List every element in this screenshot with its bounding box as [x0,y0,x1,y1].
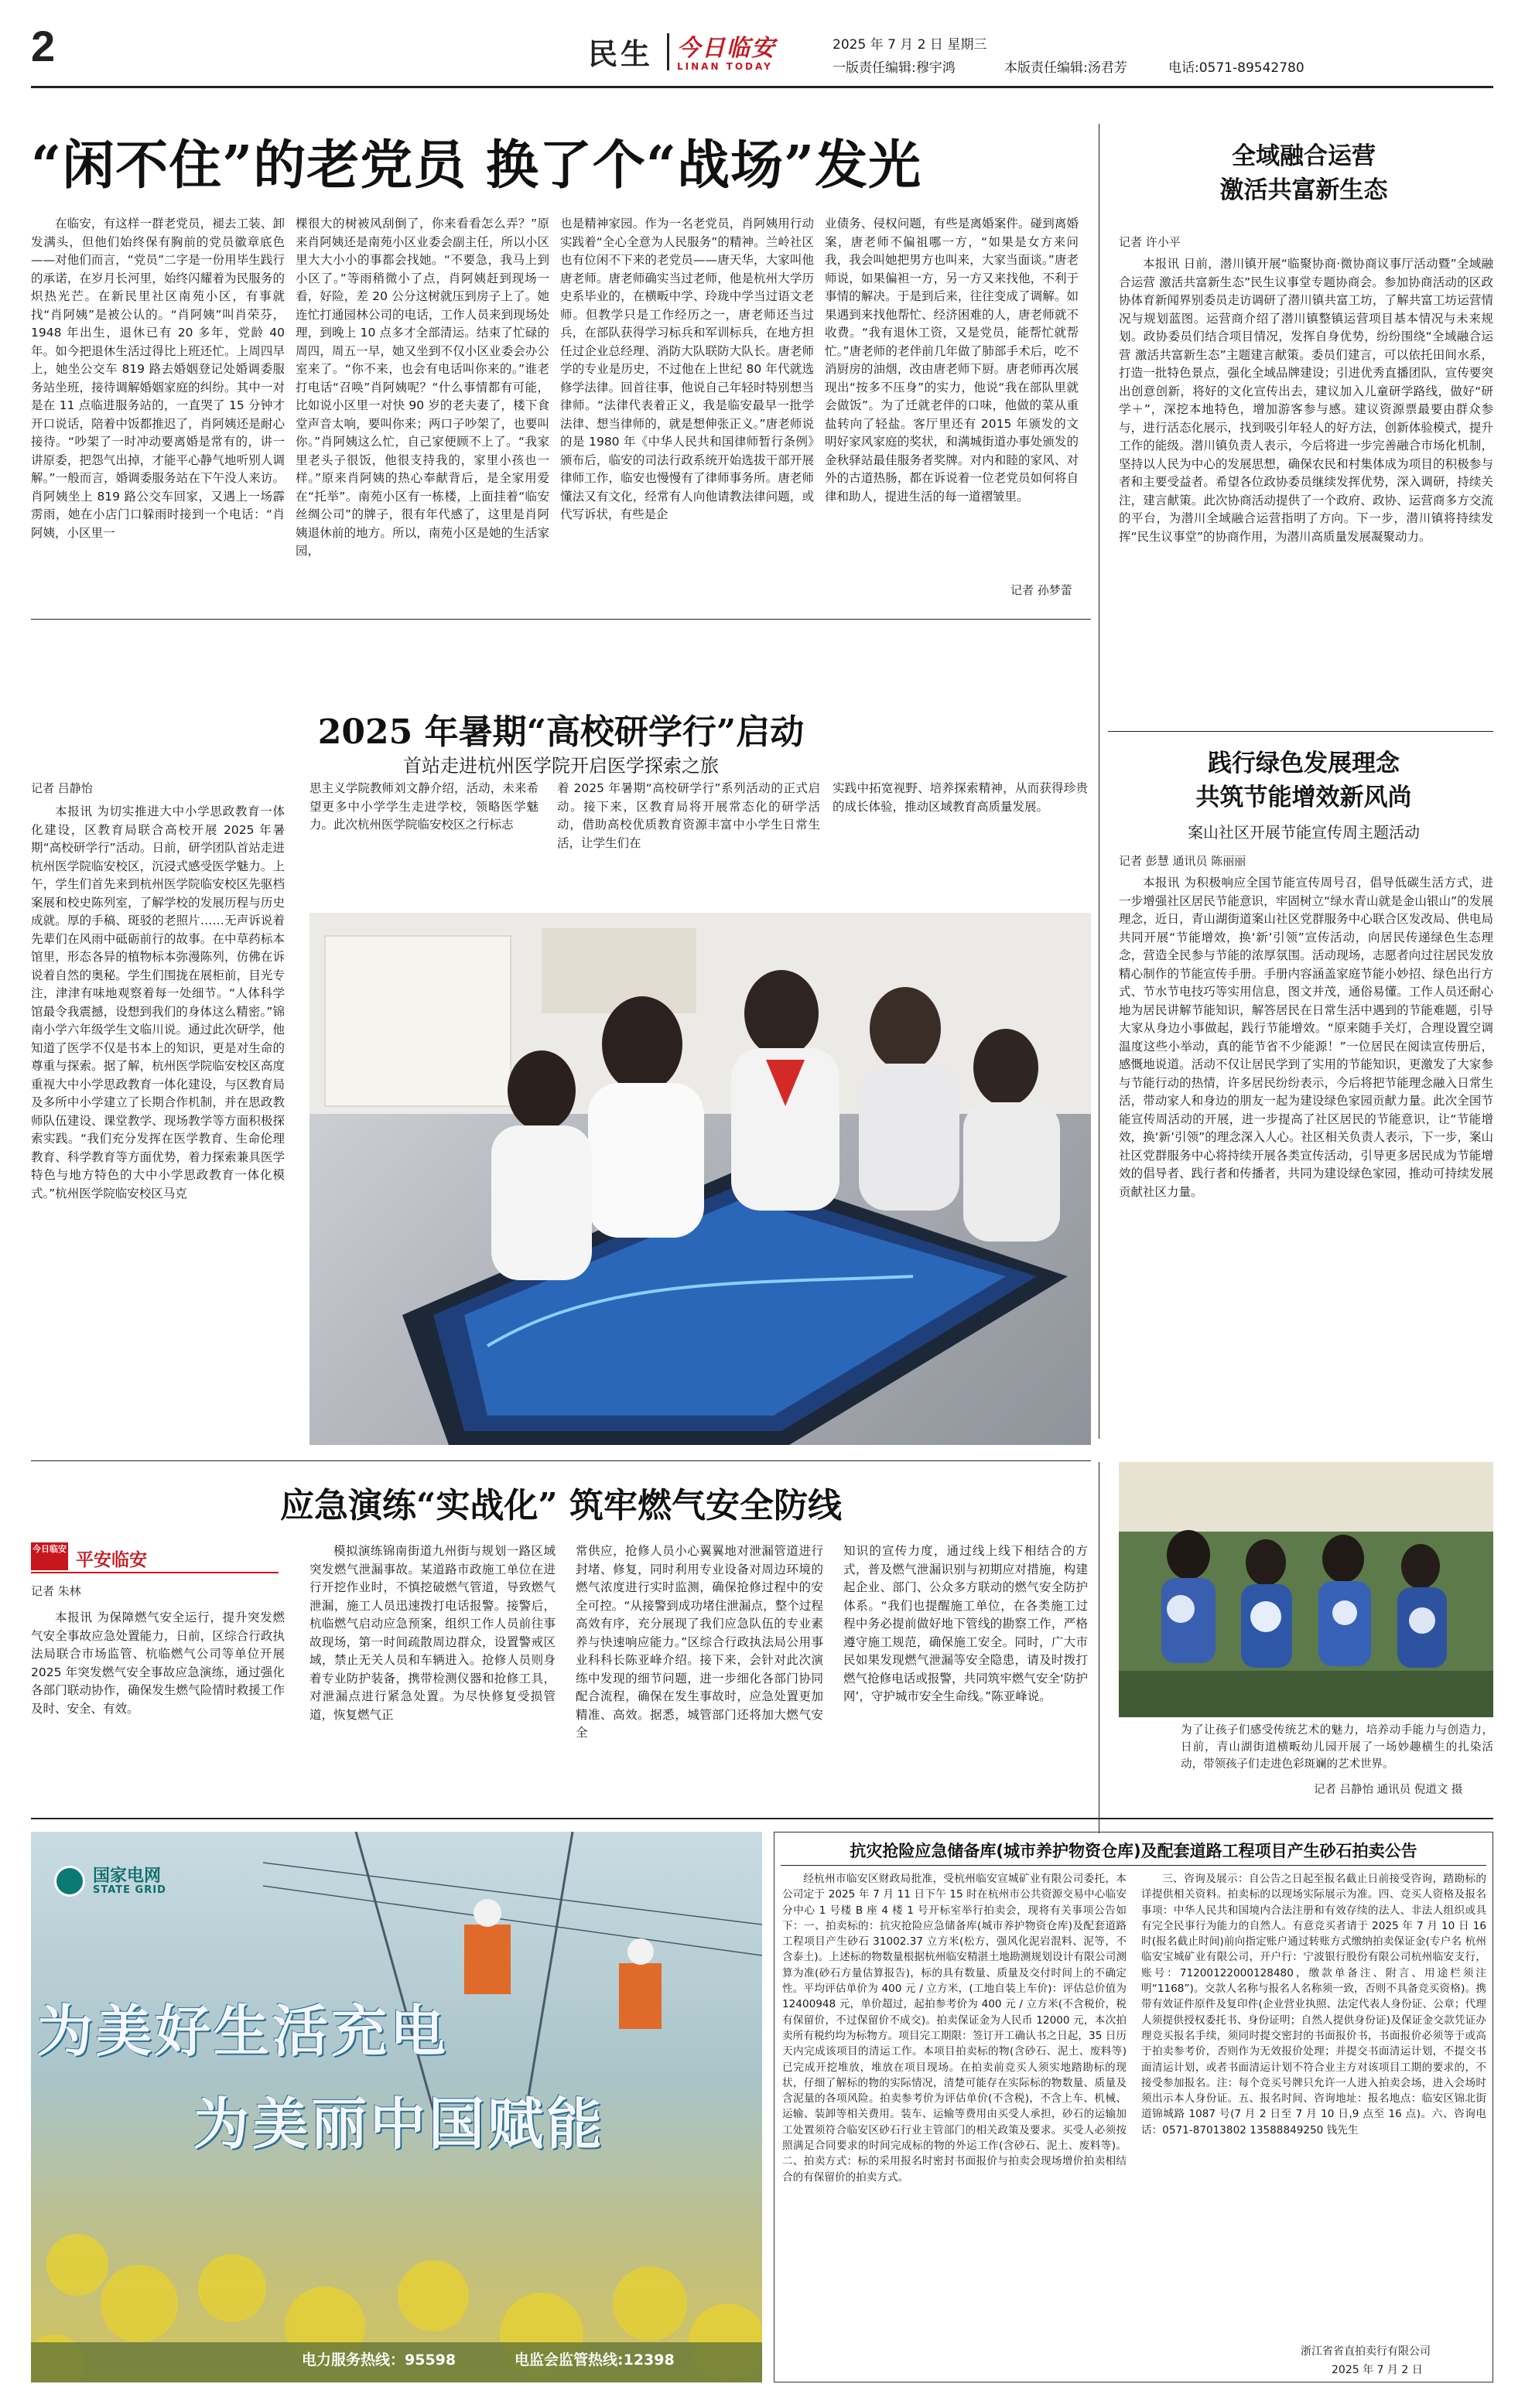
photo-students-exhibit [309,913,1091,1445]
story5-col2-text: 模拟演练锦南街道九州街与规划一路区域突发燃气泄漏事故。某道路市政施工单位在进行开挖作业时，不慎挖破燃气管道，导致燃气泄漏，施工人员迅速拨打电话报警。接警后，杭临燃气启动应急预案，组织工作人员前往事故现场，第一时间疏散周边群众，设置警戒区域，禁止无关人员和车辆进入。抢修人员则身着专业防护装备，携带检测仪器和抢修工具，对泄漏点进行紧急处置。为尽快修复受损管道，恢复燃气正 [309,1544,556,1722]
story4-byline: 记者 彭慧 通讯员 陈丽丽 [1119,854,1246,868]
auction-notice-title: 抗灾抢险应急储备库(城市养护物资仓库)及配套道路工程项目产生砂石拍卖公告 [850,1842,1417,1860]
auction-notice-rule [781,1865,1486,1866]
story3-subhead: 首站走进杭州医学院开启医学探索之旅 [403,755,719,777]
masthead-divider [667,33,669,70]
column-tag-label: 平安临安 [76,1550,147,1570]
story4-body [1119,874,1493,1447]
paper-logo [677,29,776,72]
story2-byline: 记者 许小平 [1119,235,1181,249]
story1-headline: “闲不住”的老党员 换了个“战场”发光 [31,135,922,196]
ad-hotline-1: 电力服务热线：95598 [302,2352,456,2369]
ad-slogan-1: 为美好生活充电 [37,1998,450,2064]
story1-col2-text: 棵很大的树被风刮倒了，你来看看怎么弄？”原来肖阿姨还是南苑小区业委会副主任，所以小区里大大小小的事都会找她。“不要急，我马上到小区了。”等雨稍微小了点，肖阿姨赶到现场一看，好险，差 20 公分这树就压到房子上了。她连忙打通园林公司的电话，工作人员来到现场处理，到晚上 10 点多才全部清运。结束了忙碌的周四，周五一早，她又坐到不仅小区业委会办公室来了。“你不来，也会有电话叫你来的。”谁老打电话“召唤”肖阿姨呢？“什么事情都有可能，比如说小区里一对快 90 岁的老夫妻了，楼下食堂声音太响，要叫你来；两口子吵架了，也要叫你。”肖阿姨这么忙，自己家便顾不上了。“我家里老头子很饭，他很支持我的，家里小孩也一样。”原来肖阿姨的热心奉献背后，是全家用爱在“托举”。南苑小区有一栋楼，上面挂着“临安丝绸公司”的牌子，很有年代感了，这里是肖阿姨退休前的地方。所以，南苑小区是她的生活家园， [296,217,549,558]
auction-notice-date: 2025 年 7 月 2 日 [1332,2364,1423,2376]
page-number: 2 [31,22,56,70]
column-tag [31,1542,279,1570]
story4-subhead: 案山社区开展节能宣传周主题活动 [1188,823,1420,842]
column-tag-rule [31,1572,279,1573]
photo-tie-dye-caption-text: 为了让孩子们感受传统艺术的魅力，培养动手能力与创造力，日前，青山湖街道横畈幼儿园开展了一场妙趣横生的扎染活动，带领孩子们走进色彩斑斓的艺术世界。 [1181,1724,1493,1771]
paper-logo-en: LINAN TODAY [677,61,773,72]
story5-col4 [843,1542,1088,1833]
story3-top3 [557,780,820,903]
story3-headline: 2025 年暑期“高校研学行”启动 [317,712,805,752]
photo-tie-dye-kids-art [1119,1462,1493,1717]
story5-col3-text: 常供应，抢修人员小心翼翼地对泄漏管道进行封堵、修复，同时利用专业设备对周边环境的燃气浓度进行实时监测，确保抢修过程中的安全可控。“从接警到成功堵住泄漏点，整个过程高效有序，充分展现了我们应急队伍的专业素养与快速响应能力。”区综合行政执法局公用事业科科长陈亚峰介绍。接下来，会针对此次演练中发现的细节问题，进一步细化各部门协同配合流程，确保在发生事故时，应急处置更加精准、高效。据悉，城管部门还将加大燃气安全 [576,1544,823,1740]
story5-col3 [576,1542,823,1833]
auction-notice-col2-text: 三、咨询及展示：自公告之日起至报名截止日前接受咨询，踏勘标的详提供相关资料。拍卖标的以现场实际展示为准。四、竞买人资格及报名事项：中华人民共和国境内合法注册和有效存续的法人、非法人组织或具有完全民事行为能力的自然人。有意竞买者请于 2025 年 7 月 10 日 16 时(报名截止时间)前向指定账户通过转账方式缴纳拍卖保证金(专户名 杭州临安宝城矿业有限公司，开户行：宁波银行股份有限公司杭州临安支行，账号：71200122000128480，缴款单备注、附言、用途栏须注明“1168”)。交款人名称与报名人名称须一致，否则不具备竞买资格)。携带有效证件原件及复印件(企业营业执照、法定代表人身份证、公章；代理人须提供授权委托书、身份证明；自然人提供身份证)及保证金交款凭证办理竞买报名手续，须同时提交密封的书面报价书，书面报价必须等于或高于拍卖参考价，否则作为无效报价处理；并提交书面清运计划，不提交书面清运计划，或者书面清运计划不符合业主方对该项目工期的要求的，不接受参加报名。注：每个竞买号牌只允许一人进入拍卖会场，进入会场时须出示本人身份证。五、报名时间、咨询地址：报名地点：临安区锦北街道锦城路 1087 号(7 月 2 日至 7 月 10 日,9 点至 16 点)。六、咨询电话：0571-87013802 13588849250 钱先生 [1141,1873,1486,2136]
story5-col4-text: 知识的宣传力度，通过线上线下相结合的方式，普及燃气泄漏识别与初期应对措施，构建起企业、部门、公众多方联动的燃气安全防护体系。“我们也提醒施工单位，在各类施工过程中务必提前做好地下管线的勘察工作，严格遵守施工规范，确保施工安全。同时，广大市民如果发现燃气泄漏等安全隐患，请及时拨打燃气抢修电话或报警，共同筑牢燃气安全‘防护网’，守护城市安全生命线。”陈亚峰说。 [843,1544,1088,1703]
story1-col2 [296,215,549,600]
story3-top4 [833,780,1088,903]
section-name: 民生 [588,36,654,71]
auction-notice-col1-text: 经杭州市临安区财政局批准，受杭州临安宣城矿业有限公司委托，本公司定于 2025 年 7 月 11 日下午 15 时在杭州市公共资源交易中心临安分中心 1 号楼 B 座 4 楼 1 号开标室举行拍卖会，现将有关事项公告如下：一、拍卖标的：抗灾抢险应急储备库(城市养护物资仓库)及配套道路工程项目产生砂石 31002.37 立方米(松方，强风化泥岩混料、泥等，不含泰土)。上述标的物数量根据杭州临安精湛土地勘测规划设计有限公司测算为准(砂石方量估算报告)，标的具有数量、质量及交付时间上的不确定性。平均评估单价为 400 元 / 立方米，(工地自装上车价)：评估总价值为 12400948 元，单价超过，起拍参考价为 400 元 / 立方米(不含税价，税有保留价，不过保留价不成交)。拍卖保证金为人民币 12000 元，本次拍卖所有税约均为标物方。项目完工期限：签订开工确认书之日起，35 日历天内完成该项目的清运工作。本项目拍卖标的物(含砂石、泥土、废料等)已完成开挖堆放，堆放在项目现场。在拍卖前竞买人须实地踏勘标的现状，仔细了解标的物的实际情况，清楚可能存在实际标的物数量、质量及含泥量的各项风险。拍卖参考价为评估单价(不含税)，不含上车、机械、运输、装卸等相关费用。装车、运输等费用由买受人承担，砂石的运输加工处置须符合临安区砂石行业主管部门的相关政策及要求。买受人必须按照满足合同要求的时间完成标的物的外运工作(含砂石、泥土、废料等)。二、拍卖方式：标的采用报名时密封书面报价与拍卖会现场增价拍卖相结合的有保留价的拍卖方式。 [782,1873,1127,2184]
story1-col4-text: 业债务、侵权问题，有些是离婚案件。碰到离婚案，唐老师不偏祖哪一方，“如果是女方来问我，我会叫她把男方也叫来，大家当面谈。”唐老师说，如果偏袒一方，另一方又来找他，不利于事情的解决。于是到后来，往往变成了调解。如果遇到来找他帮忙、经济困难的人，唐老师就不收费。“我有退休工资，又是党员，能帮忙就帮忙。”唐老师的老伴前几年做了肺部手术后，吃不消厨房的油烟，改由唐老师下厨。唐老师再次展现出“按多不压身”的实力，他说“我在部队里就会做饭”。为了迁就老伴的口味，他做的菜从重盐转向了轻盐。客厅里还有 2015 年颁发的文明好家风家庭的奖状，和满城街道办事处颁发的金秋驿站最佳服务者奖牌。对内和睦的家风、对外的古道热肠，都在诉说着一位老党员如何将自律和助人，提进生活的每一道褶皱里。 [825,217,1079,504]
story1-col3-text: 也是精神家园。作为一名老党员，肖阿姨用行动实践着“全心全意为人民服务”的精神。兰岭社区也有位闲不下来的老党员——唐天华，大家叫他唐老师。唐老师确实当过老师，他是杭州大学历史系毕业的，在横畈中学、玲珑中学当过语文老师。但教学只是工作经历之一，唐老师还当过兵，在部队获得学习标兵和军训标兵，在地方担任过企业总经理、消防大队联防大队长。唐老师学的专业是历史，不过他在上世纪 80 年代就选修学法律。回首往事，他说自己年轻时特别想当律师。“法律代表着正义，我是临安最早一批学法律、想当律师的，就是想伸张正义。”唐老师说的是 1980 年《中华人民共和国律师暂行条例》颁布后，临安的司法行政系统开始选拔干部开展律师工作，临安也慢慢有了律师事务所。唐老师懂法又有文化，经常有人向他请教法律问题，或代写诉状，有些是企 [560,217,814,521]
story5-col1-text: 本报讯 为保障燃气安全运行，提升突发燃气安全事故应急处置能力，日前，区综合行政执法局联合市场监管、杭临燃气公司等单位开展 2025 年突发燃气安全事故应急演练，通过强化各部门联动协作，确保发生燃气险情时救援工作及时、安全、有效。 [31,1610,285,1716]
state-grid-brand-en: STATE GRID [93,1884,166,1896]
divider-h4 [31,1818,1493,1819]
story1-col4 [825,215,1079,579]
story2-body [1119,255,1493,719]
story4-text: 本报讯 为积极响应全国节能宣传周号召，倡导低碳生活方式，进一步增强社区居民节能意识，牢固树立“绿水青山就是金山银山”的发展理念，近日，青山湖街道案山社区党群服务中心联合区发改局、供电局共同开展“节能增效，换‘新’引领”宣传活动，向居民传递绿色生态理念，营造全民参与节能的浓厚氛围。活动现场，志愿者向过往居民发放精心制作的节能宣传手册。手册内容涵盖家庭节能小妙招、绿色出行方式、节水节电技巧等实用信息，图文并茂，通俗易懂。工作人员还耐心地为居民讲解节能知识，解答居民在日常生活中遇到的节能难题，引导大家从身边小事做起，践行节能增效。“原来随手关灯，合理设置空调温度这些小举动，真的能节省不少能源！”一位居民在阅读宣传册后，感慨地说道。活动不仅让居民学到了实用的节能知识，更激发了大家参与节能行动的热情，许多居民纷纷表示，今后将把节能理念融入日常生活，带动家人和身边的朋友一起为建设绿色家园贡献力量。此次全国节能宣传周活动的开展，进一步提高了社区居民的节能意识，让“节能增效，换‘新’引领”的理念深入人心。社区相关负责人表示，下一步，案山社区党群服务中心将持续开展各类宣传活动，引导更多居民成为节能增效的倡导者、践行者和传播者，共同为建设绿色家园，推动可持续发展贡献社区力量。 [1119,876,1493,1199]
divider-h3 [31,1460,1091,1461]
story3-col1-text: 本报讯 为切实推进大中小学思政教育一体化建设，区教育局联合高校开展 2025 年暑期“高校研学行”活动。日前，研学团队首站走进杭州医学院临安校区，沉浸式感受医学魅力。上午，学生们首先来到杭州医学院临安校区先驱档案展和校史陈列室，了解学校的发展历程与历史成就。厚的手稿、斑驳的老照片……无声诉说着先辈们在风雨中砥砺前行的故事。在中草药标本馆里，形态各异的植物标本弥漫陈列，仿佛在诉说着自然的奥秘。学生们围拢在展柜前，目光专注，津津有味地观察着每一处细节。“人体科学馆最令我震撼，设想到我们的身体这么精密。”锦南小学六年级学生文临川说。通过此次研学，他知道了医学不仅是书本上的知识，更是对生命的尊重与探索。据了解，杭州医学院临安校区高度重视大中小学思政教育一体化建设，与区教育局及多所中小学建立了长期合作机制，并在思政教师队伍建设、课堂教学、现场教学等方面积极探索实践。“我们充分发挥在医学教育、生命伦理教育、科学教育等方面优势，着力探索兼具医学特色与地方特色的大中小学思政教育一体化模式。”杭州医学院临安校区马克 [31,804,285,1201]
masthead [31,22,1493,81]
story1-col1 [31,215,285,600]
story3-top3-text: 着 2025 年暑期“高校研学行”系列活动的正式启动。接下来，区教育局将开展常态化的研学活动，借助高校优质教育资源丰富中小学生日常生活，让学生们在 [557,781,820,850]
ad-hotline-2: 电监会监管热线:12398 [515,2352,675,2369]
story5-byline: 记者 朱林 [31,1584,81,1598]
story1-byline: 记者 孙梦蕾 [1010,583,1072,597]
photo-tie-dye-caption [1181,1722,1493,1778]
divider-h1 [31,619,1091,620]
story3-top2-text: 思主义学院教师刘文静介绍，活动，未来希望更多中小学学生走进学校，领略医学魅力。此次杭州医学院临安校区之行标志 [309,781,539,832]
auction-notice-col2 [1141,1871,1486,2328]
ad-slogan-2: 为美丽中国赋能 [193,2091,606,2157]
divider-h2 [1108,731,1493,732]
state-grid-ad [31,1832,762,2382]
auction-notice-col1 [782,1871,1127,2378]
auction-notice [774,1832,1493,2382]
phone: 电话:0571-89542780 [1168,60,1304,76]
masthead-rule [31,86,1493,88]
story5-headline: 应急演练“实战化” 筑牢燃气安全防线 [280,1486,842,1525]
story3-top2 [309,780,539,903]
state-grid-logo [54,1863,224,1901]
story3-top4-text: 实践中拓宽视野、培养探索精神，从而获得珍贵的成长体验，推动区域教育高质量发展。 [833,781,1088,814]
story3-byline: 记者 吕静怡 [31,781,93,795]
story1-col1-text: 在临安，有这样一群老党员，褪去工装、卸发满头，但他们始终保有胸前的党员徽章底色——对他们而言，“党员”二字是一份用毕生践行的承诺，在岁月长河里，始终闪耀着为民服务的炽热光芒。在新民里社区南苑小区，有事就找“肖阿姨”是被公认的。“肖阿姨”叫肖荣芬，1948 年出生，退休已有 20 多年，党龄 40 年。如今把退休生活过得比上班还忙。上周四早上，她坐公交车 819 路去婚姻登记处婚调委服务站坐班，接待调解婚姻家庭的纠纷。其中一对是在 11 点临进服务站的，一直哭了 15 分钟才开口说话，陪着中饭都推迟了，肖阿姨还是耐心接待。“吵架了一时冲动要离婚是常有的，讲一讲原委，把怨气出掉，才能平心静气地听别人调解。”一般而言，婚调委服务站在下午没人来访。肖阿姨坐上 819 路公交车回家，又遇上一场霹雳雨，她在小店门口躲雨时接到一个电话：“肖阿姨，小区里一 [31,217,285,540]
photo-tie-dye-credit: 记者 吕静怡 通讯员 倪道文 摄 [1314,1784,1463,1796]
story4-headline: 践行绿色发展理念 共筑节能增效新风尚 [1195,750,1412,811]
story5-col1 [31,1609,285,1833]
story2-headline: 全域融合运营 激活共富新生态 [1219,142,1388,204]
issue-date: 2025 年 7 月 2 日 星期三 [833,37,987,53]
editor-front: 一版责任编辑:穆宇鸿 [833,60,956,76]
story5-col2 [309,1542,556,1833]
editor-page: 本版责任编辑:汤君芳 [1004,60,1127,76]
state-grid-brand-cn: 国家电网 [93,1867,162,1886]
photo-tie-dye-kids [1119,1462,1493,1717]
story3-col1 [31,803,285,1445]
photo-students-exhibit-art [309,913,1091,1445]
state-grid-logo-icon [54,1866,85,1897]
auction-notice-signer: 浙江省省直拍卖行有限公司 [1301,2345,1431,2358]
column-tag-logo: 今日临安 [31,1542,68,1570]
story2-text: 本报讯 日前，潜川镇开展“临聚协商·微协商议事厅活动暨”全域融合运营 激活共富新生态”民生议事堂专题协商会。参加协商活动的区政协体育新闻界别委员走访调研了潜川镇共富工坊，了解共富工坊运营情况与规划蓝图。运营商介绍了潜川镇整镇运营项目基本情况与未来规划。政协委员们结合项目情况，发挥自身优势，纷纷围绕“全域融合运营 激活共富新生态”主题建言献策。委员们建言，可以依托田间水系，打造一批特色景点，强化全域品牌建设；引进优秀直播团队，宣传要突出创意创新，将好的文化宣传出去，建议加入儿童研学路线，做好“研学＋”，深挖本地特色，增加游客参与感。建议资源票最要由群众参与，进行活态化展示，找到吸引年轻人的好方法，创新体验模式，提升工作的能级。潜川镇负责人表示，今后将进一步完善融合市场化机制，坚持以人民为中心的发展思想，确保农民和村集体成为项目的积极参与者和主要受益者。希望各位政协委员继续发挥优势，深入调研，持续关注，建言献策。此次协商活动提供了一个政府、政协、运营商多方交流的平台，为潜川全域融合运营指明了方向。下一步，潜川镇将持续发挥“民生议事堂”的协商作用，为潜川高质量发展凝聚动力。 [1119,257,1493,544]
paper-logo-cn: 今日临安 [677,35,776,62]
story1-col3 [560,215,814,600]
